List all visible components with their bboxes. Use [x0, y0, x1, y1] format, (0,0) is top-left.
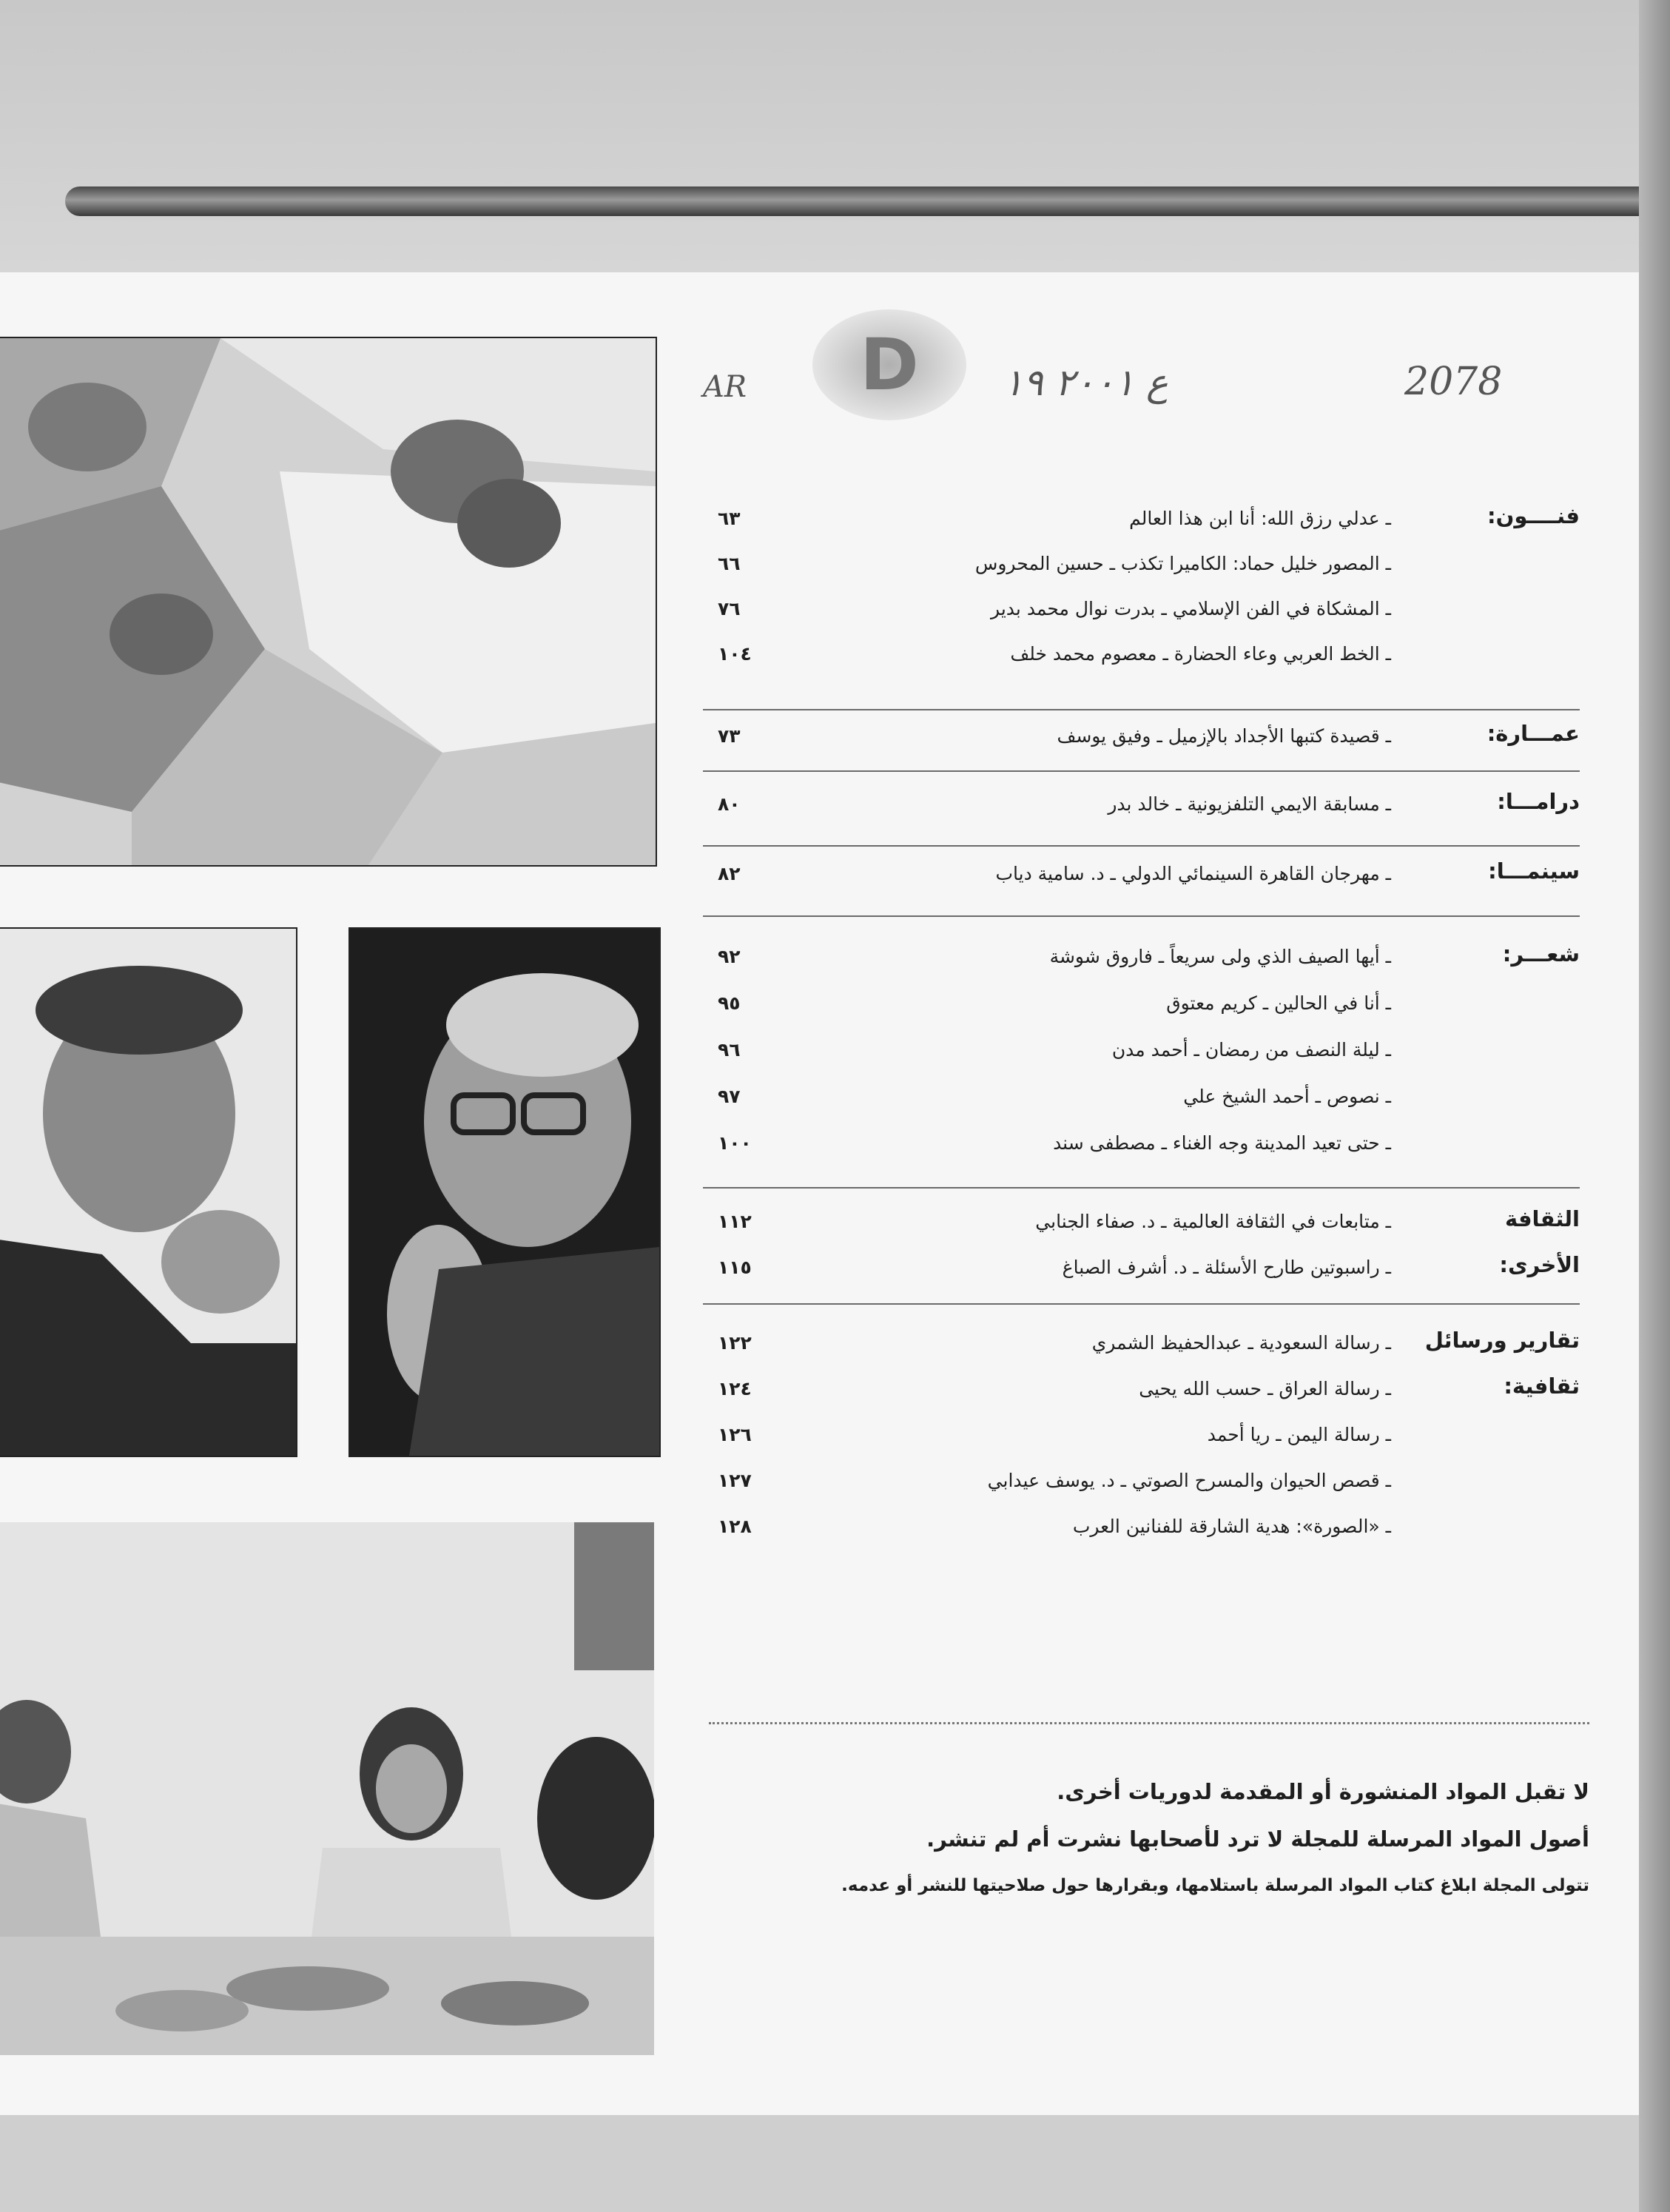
toc-entry: [703, 1027, 1391, 1073]
entry-page: ٦٦: [718, 553, 741, 574]
entry-title: ـ أيها الصيف الذي ولى سريعاً ـ فاروق شوشة: [1049, 946, 1391, 967]
section-title: عمـــارة:: [1486, 721, 1580, 746]
toc-entry: [703, 1245, 1391, 1291]
entry-page: ٦٣: [718, 508, 741, 529]
entry-title: ـ أنا في الحالين ـ كريم معتوق: [1166, 992, 1391, 1014]
entry-title: ـ «الصورة»: هدية الشارقة للفنانين العرب: [1072, 1516, 1391, 1537]
toc-entry: [703, 981, 1391, 1026]
entry-page: ١٠٤: [718, 643, 752, 665]
entry-page: ١٢٤: [718, 1378, 752, 1399]
section-divider: [703, 1187, 1580, 1189]
notice-line: لا تقبل المواد المنشورة أو المقدمة لدوريات أخرى.: [1057, 1779, 1589, 1804]
section-title: درامـــا:: [1497, 789, 1580, 814]
page-edge-shadow: [1639, 0, 1670, 2212]
toc-entry: [703, 586, 1391, 632]
family-dining-image: [0, 1522, 654, 2055]
handwritten-language-code: AR: [703, 370, 747, 404]
section-divider: [703, 845, 1580, 847]
entry-title: ـ رسالة اليمن ـ ريا أحمد: [1207, 1424, 1391, 1445]
entry-title: ـ مهرجان القاهرة السينمائي الدولي ـ د. سامية دياب: [995, 863, 1391, 884]
toc-entry: [703, 496, 1391, 542]
toc-entry: [703, 1504, 1391, 1550]
entry-page: ٩٧: [718, 1086, 741, 1107]
entry-page: ٩٢: [718, 946, 741, 967]
entry-title: ـ رسالة السعودية ـ عبدالحفيظ الشمري: [1091, 1332, 1391, 1354]
flower-painting-image: [0, 337, 657, 867]
section-title: تقارير ورسائل: [1424, 1328, 1580, 1353]
toc-entry: [703, 1366, 1391, 1412]
dotted-separator: [709, 1722, 1589, 1724]
entry-title: ـ حتى تعيد المدينة وجه الغناء ـ مصطفى سند: [1053, 1132, 1391, 1154]
section-divider: [703, 915, 1580, 917]
entry-title: ـ رسالة العراق ـ حسب الله يحيى: [1139, 1378, 1391, 1399]
entry-page: ١٢٧: [718, 1470, 752, 1491]
toc-entry: [703, 1412, 1391, 1458]
entry-title: ـ راسبوتين طارح الأسئلة ـ د. أشرف الصباغ: [1062, 1257, 1391, 1278]
section-divider: [703, 770, 1580, 772]
notice-line: أصول المواد المرسلة للمجلة لا ترد لأصحابها نشرت أم لم تنشر.: [926, 1826, 1589, 1852]
notice-line: تتولى المجلة ابلاغ كتاب المواد المرسلة باستلامها، وبقرارها حول صلاحيتها للنشر أو عدمه.: [841, 1876, 1589, 1895]
entry-page: ١٠٠: [718, 1132, 752, 1154]
archive-stamp: D: [812, 309, 966, 420]
entry-page: ١٢٨: [718, 1516, 752, 1537]
section-title: شعـــر:: [1502, 941, 1580, 967]
toc-entry: [703, 1074, 1391, 1120]
header-rule-bar: [65, 186, 1670, 216]
toc-entry: [703, 541, 1391, 587]
toc-entry: [703, 1199, 1391, 1245]
entry-page: ٧٣: [718, 725, 741, 747]
toc-entry: [703, 1458, 1391, 1504]
toc-entry: [703, 851, 1391, 897]
scan-bottom-margin: [0, 2115, 1639, 2212]
section-title: فنــــون:: [1486, 503, 1580, 528]
entry-page: ١٢٢: [718, 1332, 752, 1354]
entry-title: ـ قصص الحيوان والمسرح الصوتي ـ د. يوسف عيدابي: [987, 1470, 1391, 1491]
man-portrait-image: [0, 927, 297, 1457]
toc-entry: [703, 1120, 1391, 1166]
entry-title: ـ الخط العربي وعاء الحضارة ـ معصوم محمد خلف: [1010, 643, 1391, 665]
entry-page: ١١٢: [718, 1211, 752, 1232]
elderly-man-portrait-image: [349, 927, 661, 1457]
entry-title: ـ نصوص ـ أحمد الشيخ علي: [1183, 1086, 1391, 1107]
entry-page: ٨٢: [718, 863, 741, 884]
toc-entry: [703, 1320, 1391, 1366]
section-divider: [703, 709, 1580, 710]
entry-page: ١١٥: [718, 1257, 752, 1278]
toc-entry: [703, 631, 1391, 677]
toc-entry: [703, 781, 1391, 827]
toc-entry: [703, 934, 1391, 980]
section-divider: [703, 1303, 1580, 1305]
entry-title: ـ المصور خليل حماد: الكاميرا تكذب ـ حسين المحروس: [974, 553, 1391, 574]
entry-page: ١٢٦: [718, 1424, 752, 1445]
entry-title: ـ متابعات في الثقافة العالمية ـ د. صفاء الجنابي: [1035, 1211, 1391, 1232]
entry-title: ـ ليلة النصف من رمضان ـ أحمد مدن: [1111, 1039, 1391, 1060]
entry-page: ٩٦: [718, 1039, 741, 1060]
scan-top-margin: [0, 0, 1670, 272]
entry-title: ـ عدلي رزق الله: أنا ابن هذا العالم: [1129, 508, 1391, 529]
entry-page: ٩٥: [718, 992, 741, 1014]
entry-title: ـ مسابقة الايمي التلفزيونية ـ خالد بدر: [1108, 793, 1391, 815]
toc-entry: [703, 713, 1391, 759]
entry-page: ٨٠: [718, 793, 741, 815]
entry-page: ٧٦: [718, 598, 741, 619]
section-title-line-2: ثقافية:: [1504, 1374, 1580, 1399]
handwritten-number: 2078: [1404, 360, 1503, 404]
section-title: الثقافة: [1504, 1206, 1580, 1231]
entry-title: ـ قصيدة كتبها الأجداد بالإزميل ـ وفيق يوسف: [1057, 725, 1391, 747]
section-title: سينمـــا:: [1488, 858, 1580, 884]
entry-title: ـ المشكاة في الفن الإسلامي ـ بدرت نوال محمد بدير: [991, 598, 1391, 619]
section-title-line-2: الأخرى:: [1499, 1252, 1580, 1277]
handwritten-issue-code: ع ٢٠٠١ ١٩: [1003, 361, 1168, 404]
